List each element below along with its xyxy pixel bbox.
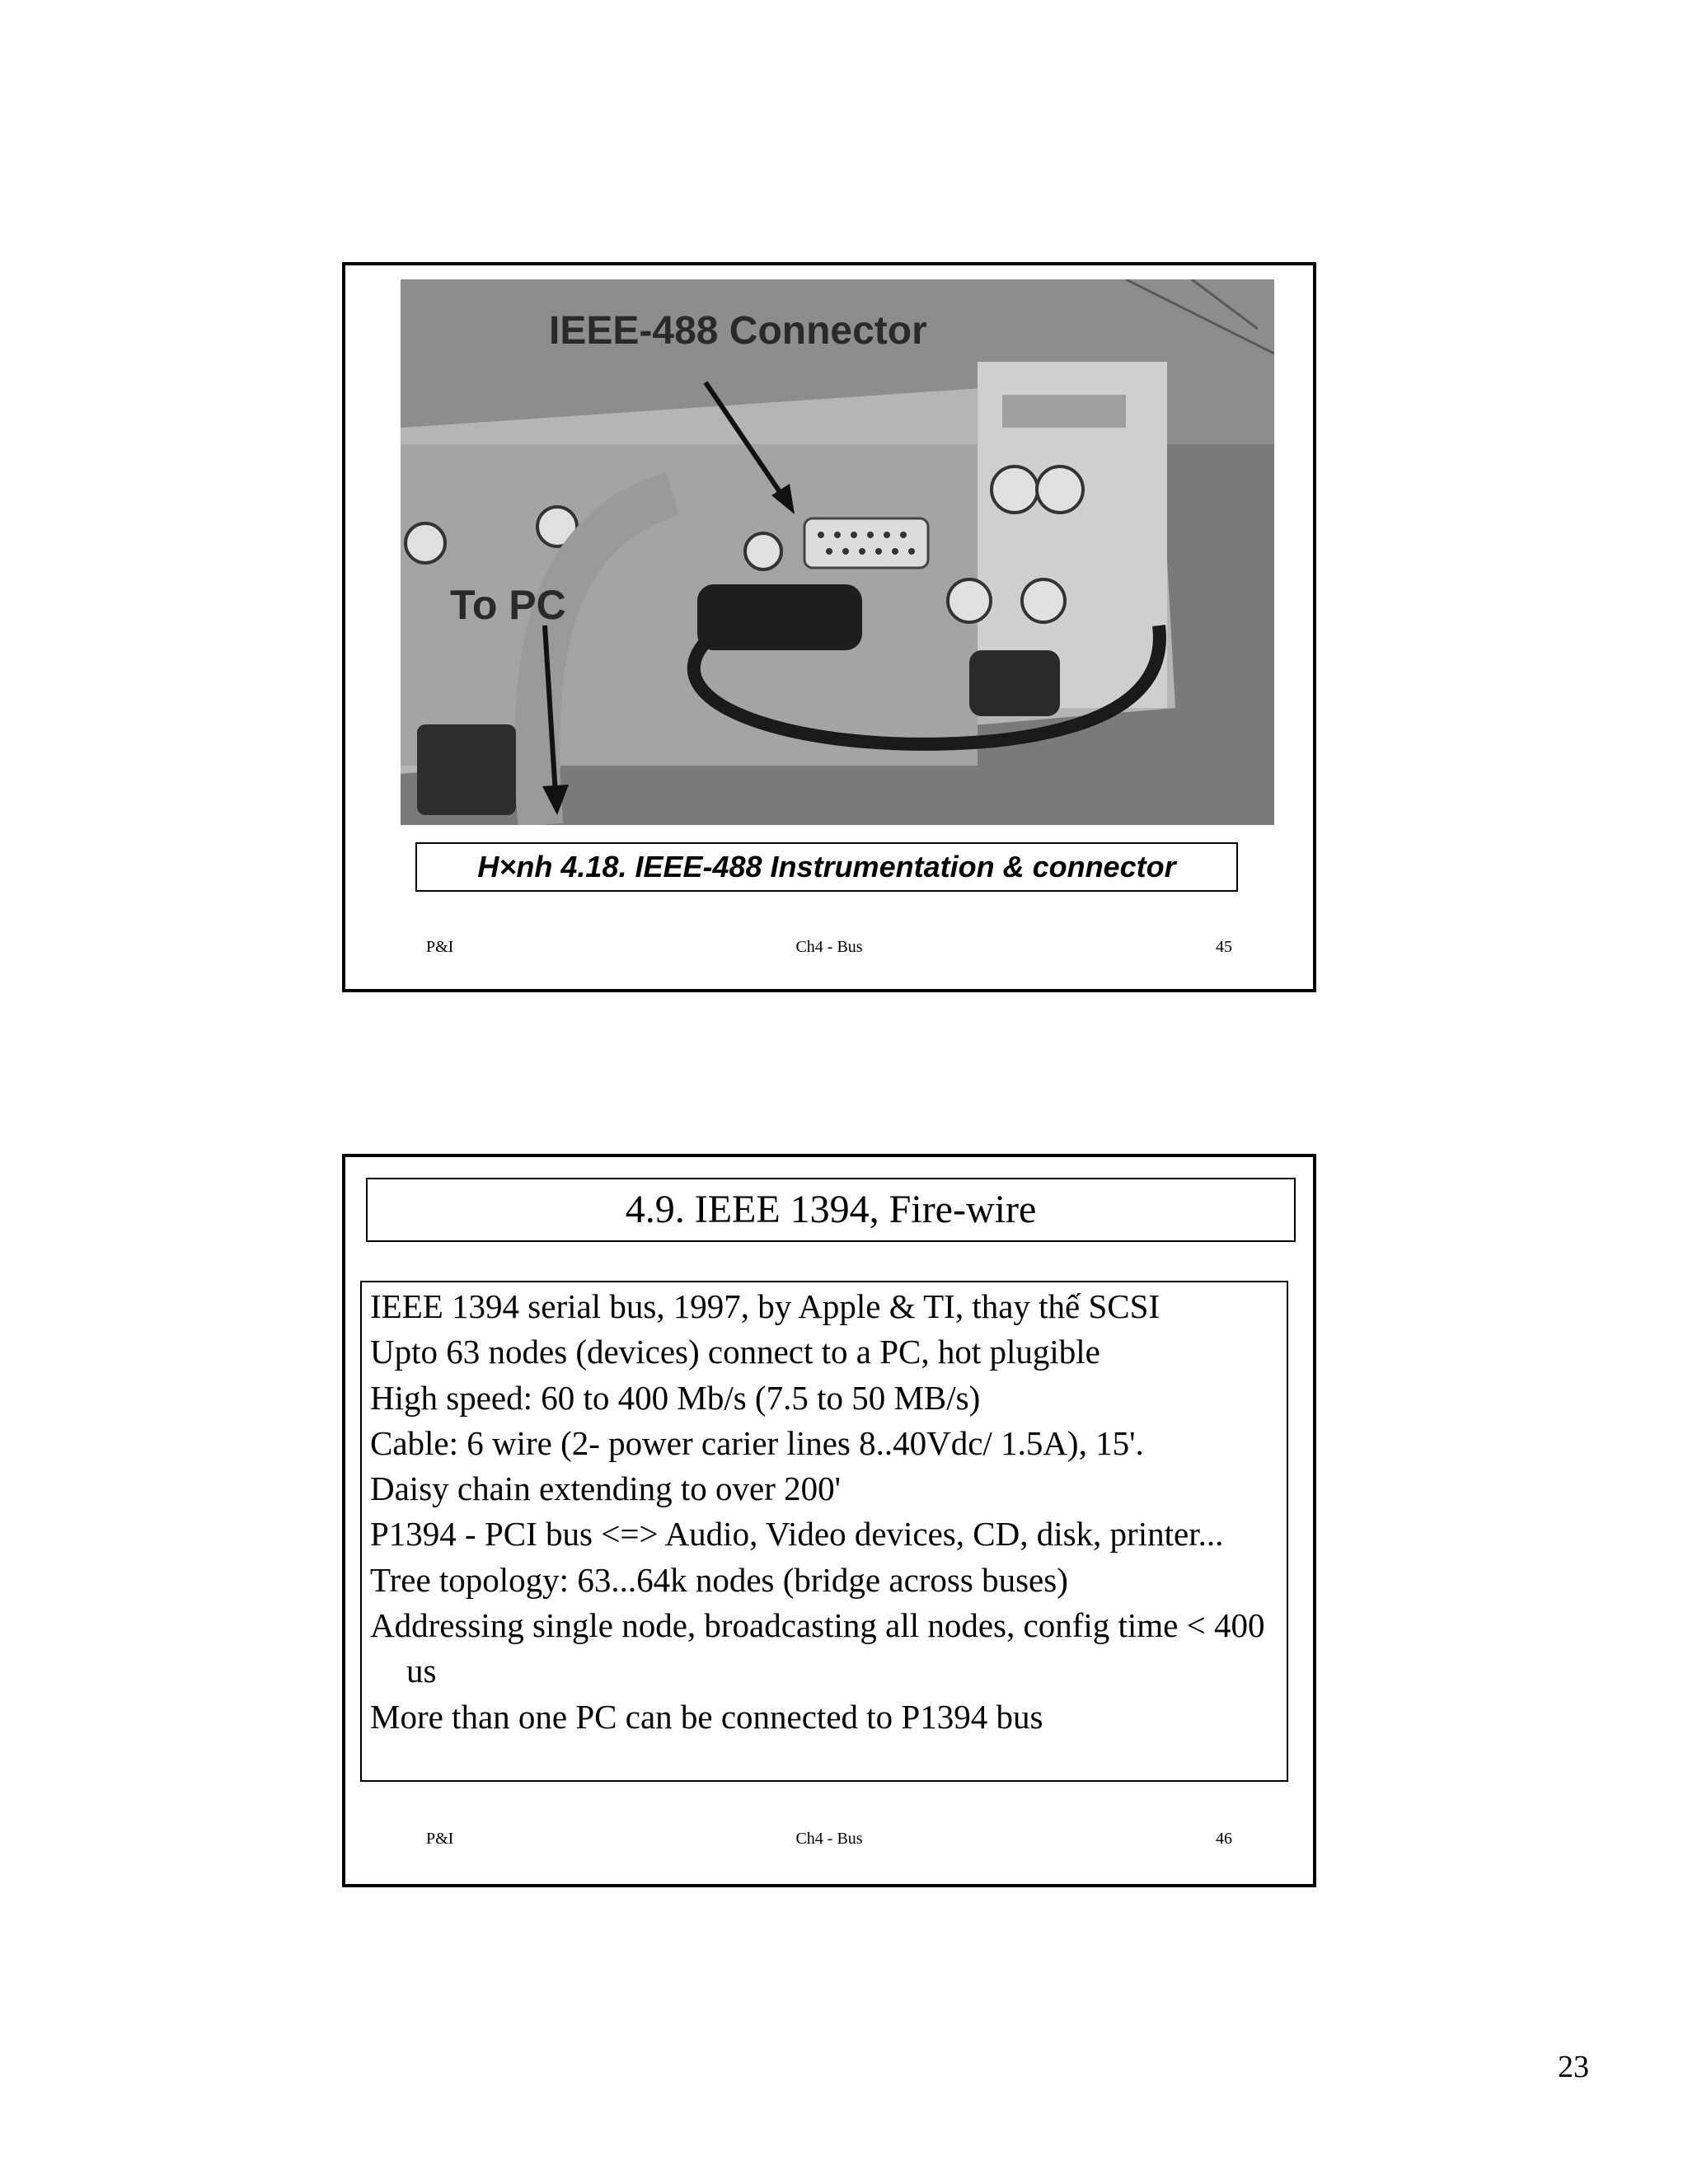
footer-center: Ch4 - Bus	[795, 1830, 863, 1848]
slide-footer	[345, 938, 1313, 963]
page-number: 23	[1558, 2050, 1589, 2084]
photo-label-to-pc: To PC	[450, 582, 566, 628]
slide-46	[342, 1154, 1316, 1887]
connector-photo	[401, 279, 1274, 825]
footer-left: P&I	[426, 938, 454, 956]
footer-slide-number: 45	[1216, 938, 1232, 956]
bullet-list	[370, 1284, 1287, 1740]
slide-footer	[345, 1830, 1313, 1854]
bullet-item: IEEE 1394 serial bus, 1997, by Apple & TI, thay thế SCSI	[370, 1287, 1160, 1325]
connector-photo-drawing	[401, 279, 1274, 825]
bullet-item: High speed: 60 to 400 Mb/s (7.5 to 50 MB/s)	[370, 1378, 981, 1417]
bullet-item: Tree topology: 63...64k nodes (bridge across buses)	[370, 1560, 1068, 1599]
bullet-item: More than one PC can be connected to P1394 bus	[370, 1697, 1043, 1736]
bullet-item: Upto 63 nodes (devices) connect to a PC, hot plugible	[370, 1333, 1100, 1371]
bullet-list-box	[360, 1281, 1288, 1782]
footer-slide-number: 46	[1216, 1830, 1232, 1848]
photo-label-connector: IEEE-488 Connector	[549, 309, 927, 353]
bullet-item: Addressing single node, broadcasting all nodes, config time < 400 us	[370, 1606, 1265, 1690]
slide-title: 4.9. IEEE 1394, Fire-wire	[366, 1178, 1296, 1242]
bullet-item: Daisy chain extending to over 200'	[370, 1469, 841, 1508]
footer-center: Ch4 - Bus	[795, 938, 863, 956]
bullet-item: P1394 - PCI bus <=> Audio, Video devices, CD, disk, printer...	[370, 1515, 1224, 1554]
bullet-item: Cable: 6 wire (2- power carier lines 8..40Vdc/ 1.5A), 15'.	[370, 1423, 1144, 1462]
slide-45	[342, 262, 1316, 992]
footer-left: P&I	[426, 1830, 454, 1848]
figure-caption: H×nh 4.18. IEEE-488 Instrumentation & connector	[415, 842, 1238, 892]
